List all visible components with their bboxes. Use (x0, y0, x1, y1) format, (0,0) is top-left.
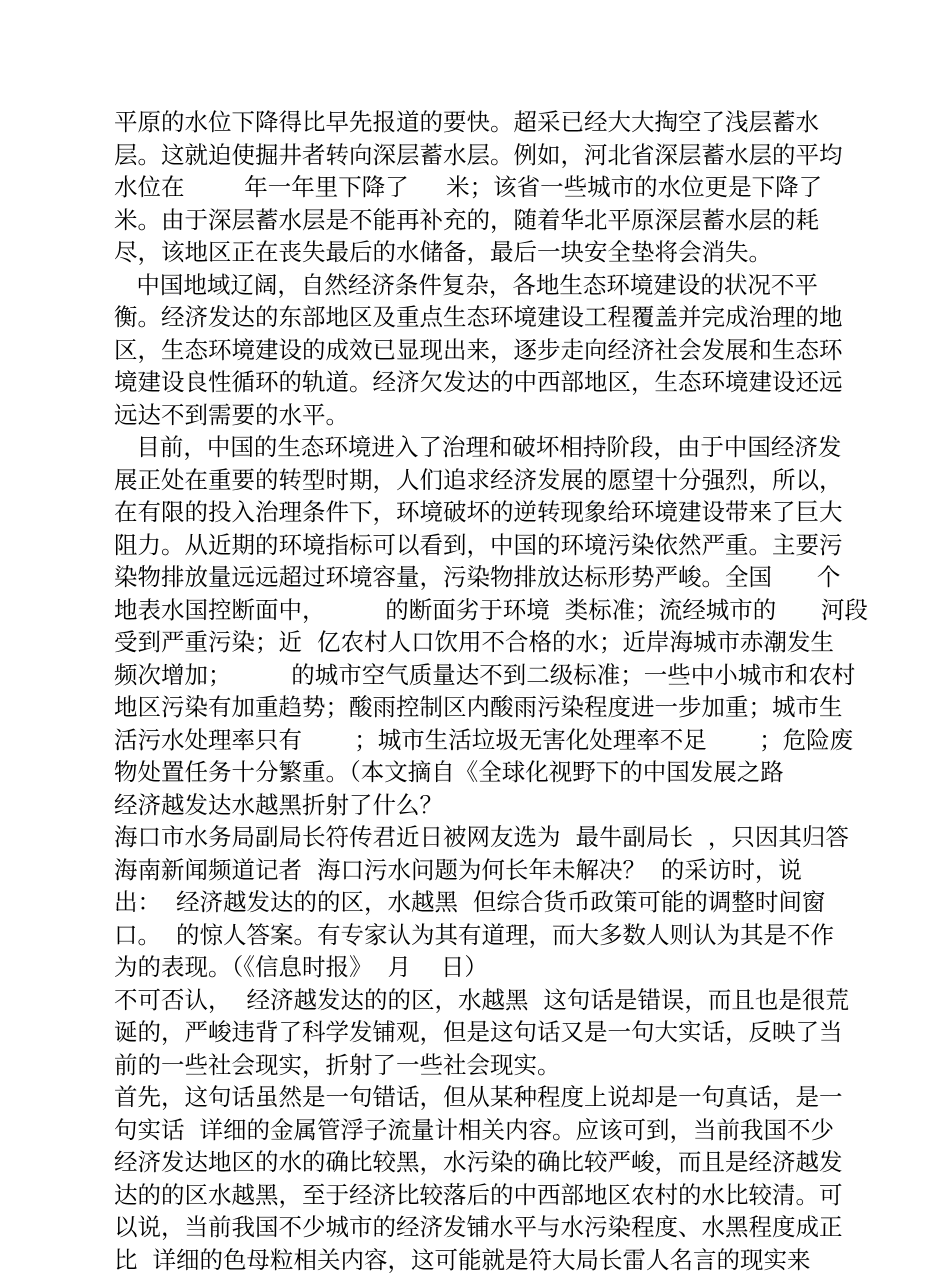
text-line: 地区污染有加重趋势；酸雨控制区内酸雨污染程度进一步加重；城市生 (114, 691, 844, 724)
text-line: 染物排放量远远超过环境容量，污染物排放达标形势严峻。全国 个 (114, 561, 844, 594)
text-line: 前的一些社会现实，折射了一些社会现实。 (114, 1049, 844, 1082)
text-line: 句实话 详细的金属管浮子流量计相关内容。应该可到，当前我国不少 (114, 1114, 844, 1147)
text-line: 频次增加； 的城市空气质量达不到二级标准；一些中小城市和农村 (114, 659, 844, 692)
text-line: 米。由于深层蓄水层是不能再补充的，随着华北平原深层蓄水层的耗 (114, 204, 844, 237)
text-line: 水位在 年一年里下降了 米；该省一些城市的水位更是下降了 (114, 171, 844, 204)
text-line: 海南新闻频道记者 海口污水问题为何长年未解决？ 的采访时，说 (114, 854, 844, 887)
text-line: 诞的，严峻违背了科学发铺观，但是这句话又是一句大实话，反映了当 (114, 1016, 844, 1049)
text-line: 地表水国控断面中， 的断面劣于环境 类标准；流经城市的 河段 (114, 594, 844, 627)
text-line: 活污水处理率只有 ；城市生活垃圾无害化处理率不足 ；危险废 (114, 724, 844, 757)
text-line: 为的表现。（《信息时报》 月 日） (114, 951, 844, 984)
text-line: 比 详细的色母粒相关内容，这可能就是符大局长雷人名言的现实来 (114, 1244, 844, 1276)
text-line: 在有限的投入治理条件下，环境破坏的逆转现象给环境建设带来了巨大 (114, 496, 844, 529)
text-line: 展正处在重要的转型时期，人们追求经济发展的愿望十分强烈，所以， (114, 464, 844, 497)
text-line: 平原的水位下降得比早先报道的要快。超采已经大大掏空了浅层蓄水 (114, 106, 844, 139)
text-line: 物处置任务十分繁重。（本文摘自《全球化视野下的中国发展之路 (114, 756, 844, 789)
text-line: 以说，当前我国不少城市的经济发铺水平与水污染程度、水黑程度成正 (114, 1211, 844, 1244)
text-line: 达的的区水越黑，至于经济比较落后的中西部地区农村的水比较清。可 (114, 1179, 844, 1212)
text-line: 中国地域辽阔，自然经济条件复杂，各地生态环境建设的状况不平 (114, 269, 844, 302)
text-line: 经济越发达水越黑折射了什么？ (114, 789, 844, 822)
text-line: 区，生态环境建设的成效已显现出来，逐步走向经济社会发展和生态环 (114, 334, 844, 367)
text-line: 首先，这句话虽然是一句错话，但从某种程度上说却是一句真话，是一 (114, 1081, 844, 1114)
text-line: 出： 经济越发达的的区，水越黑 但综合货币政策可能的调整时间窗 (114, 886, 844, 919)
text-line: 受到严重污染；近 亿农村人口饮用不合格的水；近岸海城市赤潮发生 (114, 626, 844, 659)
text-line: 衡。经济发达的东部地区及重点生态环境建设工程覆盖并完成治理的地 (114, 301, 844, 334)
text-line: 境建设良性循环的轨道。经济欠发达的中西部地区，生态环境建设还远 (114, 366, 844, 399)
text-line: 远达不到需要的水平。 (114, 399, 844, 432)
text-line: 经济发达地区的水的确比较黑，水污染的确比较严峻，而且是经济越发 (114, 1146, 844, 1179)
article-body (114, 106, 844, 1276)
text-line: 层。这就迫使掘井者转向深层蓄水层。例如，河北省深层蓄水层的平均 (114, 139, 844, 172)
text-line: 目前，中国的生态环境进入了治理和破坏相持阶段，由于中国经济发 (114, 431, 844, 464)
text-line: 海口市水务局副局长符传君近日被网友选为 最牛副局长 ，只因其归答 (114, 821, 844, 854)
text-line: 口。 的惊人答案。有专家认为其有道理，而大多数人则认为其是不作 (114, 919, 844, 952)
text-line: 不可否认， 经济越发达的的区，水越黑 这句话是错误，而且也是很荒 (114, 984, 844, 1017)
text-line: 尽，该地区正在丧失最后的水储备，最后一块安全垫将会消失。 (114, 236, 844, 269)
text-line: 阻力。从近期的环境指标可以看到，中国的环境污染依然严重。主要污 (114, 529, 844, 562)
